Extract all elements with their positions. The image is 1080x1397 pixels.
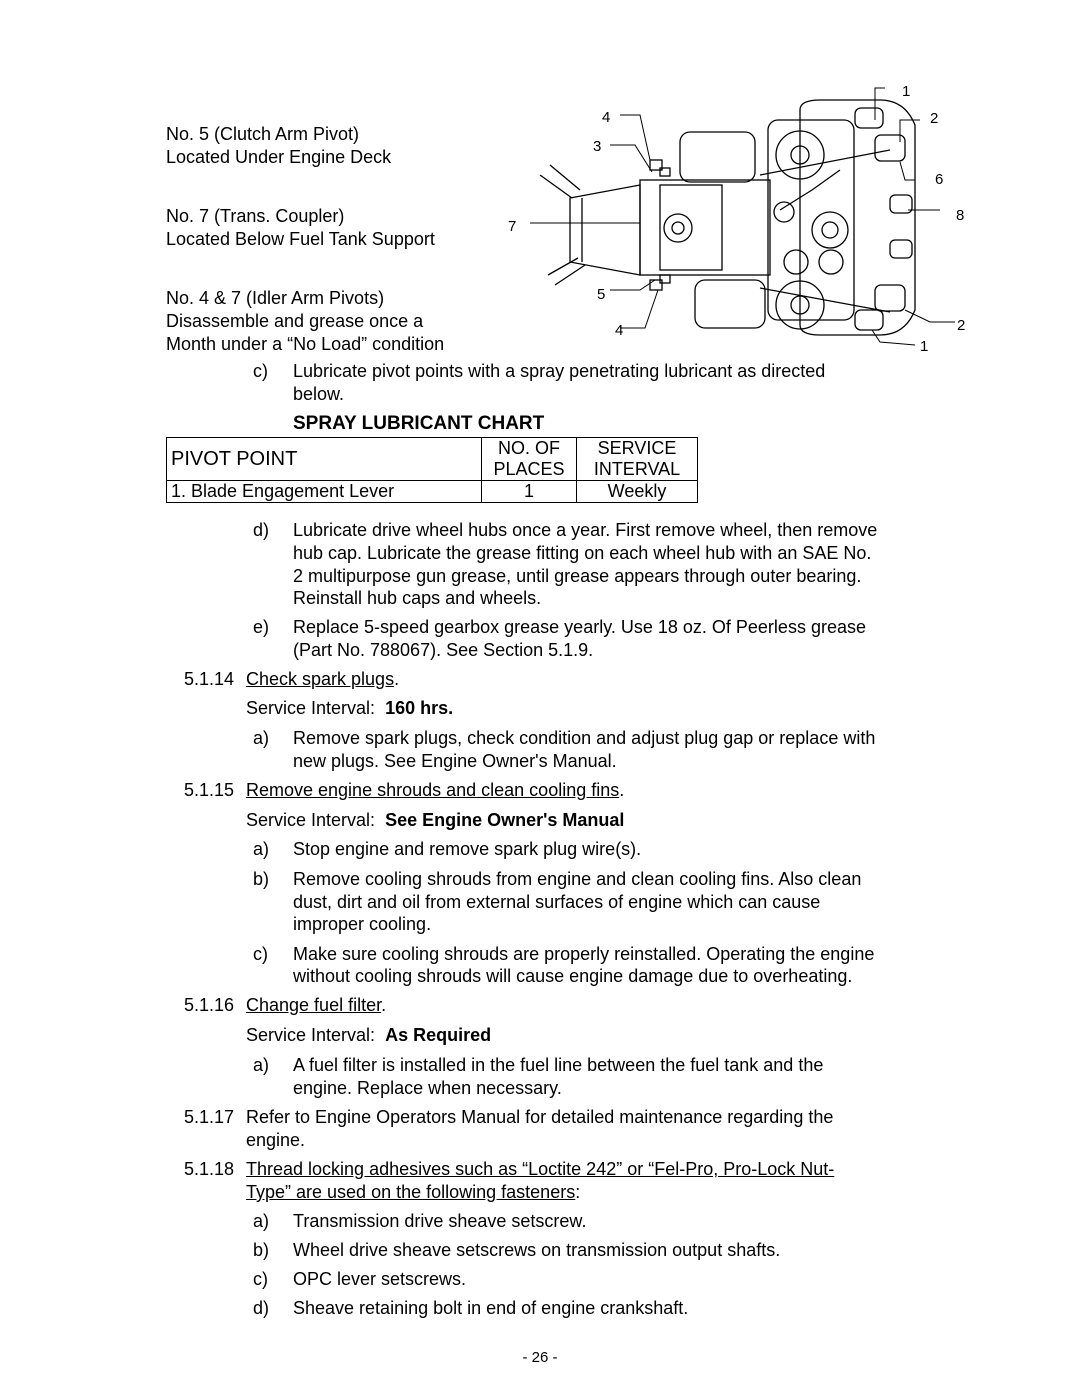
step-e-letter: e)	[253, 617, 270, 637]
note-idler-arm-title: No. 4 & 7 (Idler Arm Pivots)	[166, 288, 385, 308]
step-d-letter: d)	[253, 520, 270, 540]
section-5115-b-line2: dust, dirt and oil from external surfaces of engine which can cause	[293, 892, 821, 912]
section-5114-a-line1: Remove spark plugs, check condition and adjust plug gap or replace with	[293, 728, 876, 748]
section-5114-heading: Check spark plugs.	[246, 669, 400, 689]
callout-4-bottom: 4	[615, 322, 624, 339]
section-5118-line1: Thread locking adhesives such as “Loctite 242” or “Fel-Pro, Pro-Lock Nut-	[246, 1159, 835, 1179]
section-5118-d-text: Sheave retaining bolt in end of engine crankshaft.	[293, 1298, 689, 1318]
section-5115-a-line1: Stop engine and remove spark plug wire(s).	[293, 839, 642, 859]
section-5118-b-text: Wheel drive sheave setscrews on transmission output shafts.	[293, 1240, 781, 1260]
step-d-line3: 2 multipurpose gun grease, until grease appears through outer bearing.	[293, 566, 862, 586]
callout-6: 6	[935, 171, 944, 188]
header-no-of-places: NO. OF PLACES	[482, 438, 577, 481]
section-5116-title: Change fuel filter	[246, 995, 382, 1015]
section-5114-a-letter: a)	[253, 728, 270, 748]
section-5116-heading: Change fuel filter.	[246, 995, 387, 1015]
section-5115-title: Remove engine shrouds and clean cooling fins	[246, 780, 620, 800]
note-trans-coupler-text: Located Below Fuel Tank Support	[166, 229, 435, 249]
section-5114-number: 5.1.14	[184, 669, 235, 689]
section-5114-a-line2: new plugs. See Engine Owner's Manual.	[293, 751, 617, 771]
step-e-line2: (Part No. 788067). See Section 5.1.9.	[293, 640, 594, 660]
section-5116-a-line2: engine. Replace when necessary.	[293, 1078, 562, 1098]
section-5114-title: Check spark plugs	[246, 669, 395, 689]
note-trans-coupler-title: No. 7 (Trans. Coupler)	[166, 206, 345, 226]
section-5118-a-letter: a)	[253, 1211, 270, 1231]
section-5116-number: 5.1.16	[184, 995, 235, 1015]
callout-8: 8	[956, 207, 965, 224]
section-5115-b-line1: Remove cooling shrouds from engine and clean cooling fins. Also clean	[293, 869, 862, 889]
section-5117-line1: Refer to Engine Operators Manual for detailed maintenance regarding the	[246, 1107, 834, 1127]
callout-2-top: 2	[930, 110, 939, 127]
callout-5: 5	[597, 286, 606, 303]
section-5118-c-letter: c)	[253, 1269, 268, 1289]
section-5118-b-letter: b)	[253, 1240, 270, 1260]
spray-lubricant-table	[166, 437, 698, 503]
callout-7: 7	[508, 218, 517, 235]
note-clutch-arm-text: Located Under Engine Deck	[166, 147, 392, 167]
step-c-letter: c)	[253, 361, 268, 381]
section-5115-b-line3: improper cooling.	[293, 914, 432, 934]
cell-places: 1	[482, 481, 577, 503]
section-5115-a-letter: a)	[253, 839, 270, 859]
cell-pivot: 1. Blade Engagement Lever	[167, 481, 482, 503]
callout-1-bottom: 1	[920, 338, 929, 355]
section-5115-c-letter: c)	[253, 944, 268, 964]
step-d-line2: hub cap. Lubricate the grease fitting on each wheel hub with an SAE No.	[293, 543, 872, 563]
section-5118-c-text: OPC lever setscrews.	[293, 1269, 467, 1289]
cell-interval: Weekly	[577, 481, 698, 503]
step-d-line1: Lubricate drive wheel hubs once a year. First remove wheel, then remove	[293, 520, 878, 540]
section-5115-b-letter: b)	[253, 869, 270, 889]
section-5114-interval: Service Interval: 160 hrs.	[246, 698, 454, 718]
section-5118-d-letter: d)	[253, 1298, 270, 1318]
section-5117-line2: engine.	[246, 1130, 306, 1150]
note-idler-arm-line1: Disassemble and grease once a	[166, 311, 424, 331]
table-row	[167, 481, 698, 503]
diagram-callouts	[508, 83, 965, 355]
section-5117-number: 5.1.17	[184, 1107, 235, 1127]
section-5118-a-text: Transmission drive sheave setscrew.	[293, 1211, 587, 1231]
callout-4-top: 4	[602, 109, 611, 126]
mower-lubrication-diagram	[500, 80, 980, 355]
callout-3: 3	[593, 138, 602, 155]
section-5118-number: 5.1.18	[184, 1159, 235, 1179]
section-5115-c-line1: Make sure cooling shrouds are properly reinstalled. Operating the engine	[293, 944, 875, 964]
callout-2-bottom: 2	[957, 317, 966, 334]
note-clutch-arm-title: No. 5 (Clutch Arm Pivot)	[166, 124, 360, 144]
section-5115-number: 5.1.15	[184, 780, 235, 800]
header-service-interval: SERVICE INTERVAL	[577, 438, 698, 481]
note-idler-arm-line2: Month under a “No Load” condition	[166, 334, 445, 354]
section-5115-heading: Remove engine shrouds and clean cooling fins.	[246, 780, 625, 800]
section-5116-a-letter: a)	[253, 1055, 270, 1075]
header-pivot-point: PIVOT POINT	[167, 438, 482, 481]
step-e-line1: Replace 5-speed gearbox grease yearly. Use 18 oz. Of Peerless grease	[293, 617, 866, 637]
spray-chart-title: SPRAY LUBRICANT CHART	[293, 413, 545, 434]
section-5115-c-line2: without cooling shrouds will cause engine damage due to overheating.	[293, 966, 853, 986]
step-d-line4: Reinstall hub caps and wheels.	[293, 588, 542, 608]
callout-1-top: 1	[902, 83, 911, 100]
section-5116-a-line1: A fuel filter is installed in the fuel line between the fuel tank and the	[293, 1055, 824, 1075]
step-c-line2: below.	[293, 384, 345, 404]
step-c-line1: Lubricate pivot points with a spray penetrating lubricant as directed	[293, 361, 826, 381]
section-5116-interval: Service Interval: As Required	[246, 1025, 492, 1045]
section-5115-interval: Service Interval: See Engine Owner's Manual	[246, 810, 625, 830]
page-number: - 26 -	[522, 1349, 558, 1366]
section-5118-line2: Type” are used on the following fasteners:	[246, 1182, 581, 1202]
